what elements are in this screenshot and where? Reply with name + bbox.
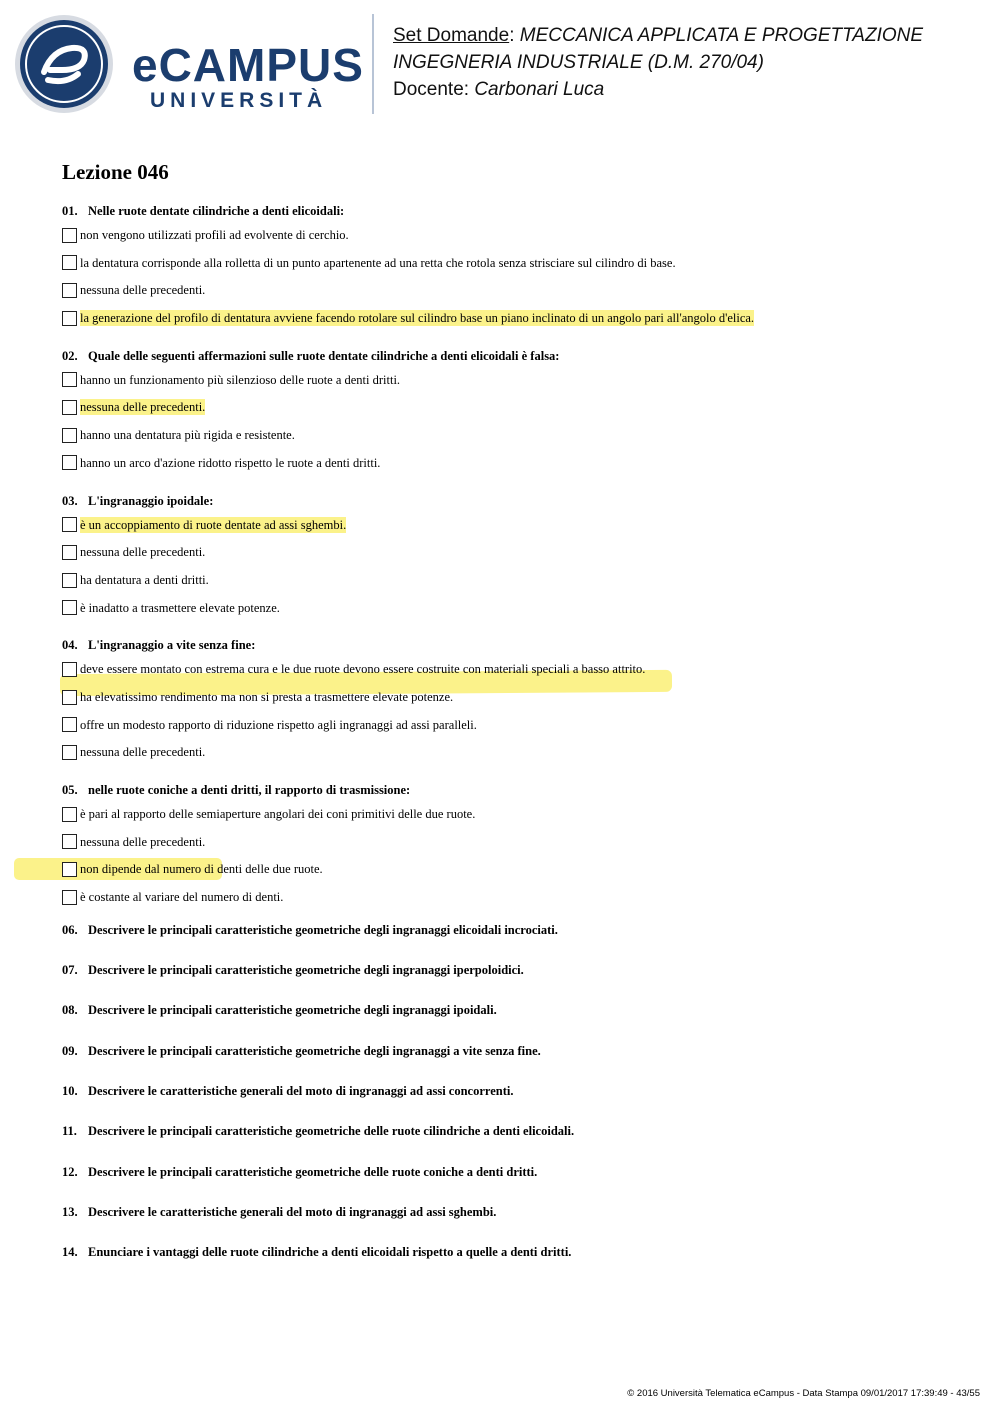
docente-value: Carbonari Luca xyxy=(474,79,605,100)
question-text: 01. Nelle ruote dentate cilindriche a denti elicoidali: xyxy=(62,204,345,218)
essay-question: 10. Descrivere le caratteristiche generali del moto di ingranaggi ad assi concorrenti. xyxy=(62,1083,514,1098)
checkbox[interactable] xyxy=(62,573,77,588)
checkbox[interactable] xyxy=(62,311,77,326)
checkbox[interactable] xyxy=(62,745,77,760)
option-text: nessuna delle precedenti. xyxy=(80,545,206,560)
answer-option[interactable] xyxy=(62,684,962,712)
essay-question: 11. Descrivere le principali caratteristiche geometriche delle ruote cilindriche a denti elicoidali. xyxy=(62,1124,575,1139)
answer-option[interactable] xyxy=(62,222,962,250)
question-text: 03. L'ingranaggio ipoidale: xyxy=(62,493,214,508)
option-text: nessuna delle precedenti. xyxy=(80,283,206,298)
checkbox[interactable] xyxy=(62,807,77,822)
option-text-highlighted: deve essere montato con estrema cura e le due ruote devono essere costruite con materiali speciali a basso attrito. xyxy=(80,662,646,677)
essay-question: 14. Enunciare i vantaggi delle ruote cilindriche a denti elicoidali rispetto a quelle a denti dritti. xyxy=(62,1245,572,1260)
checkbox[interactable] xyxy=(62,255,77,270)
question xyxy=(62,634,962,767)
essay-question: 06. Descrivere le principali caratteristiche geometriche degli ingranaggi elicoidali incrociati. xyxy=(62,922,558,937)
answer-option[interactable] xyxy=(62,829,962,857)
essay-question: 09. Descrivere le principali caratteristiche geometriche degli ingranaggi a vite senza fine. xyxy=(62,1043,541,1058)
answer-option[interactable] xyxy=(62,539,962,567)
docente-line xyxy=(393,76,923,103)
essay-question: 13. Descrivere le caratteristiche generali del moto di ingranaggi ad assi sghembi. xyxy=(62,1204,497,1219)
set-value: MECCANICA APPLICATA E PROGETTAZIONE xyxy=(519,25,924,46)
answer-option[interactable] xyxy=(62,801,962,829)
question xyxy=(62,779,962,912)
option-text: hanno una dentatura più rigida e resistente. xyxy=(80,428,295,443)
checkbox[interactable] xyxy=(62,400,77,415)
option-text: è costante al variare del numero di denti. xyxy=(80,890,284,905)
answer-option[interactable] xyxy=(62,512,962,540)
set-line: Set Domande: MECCANICA APPLICATA E PROGETTAZIONE xyxy=(393,25,924,46)
option-text: è inadatto a trasmettere elevate potenze. xyxy=(80,600,280,615)
option-text: ha dentatura a denti dritti. xyxy=(80,572,209,587)
checkbox[interactable] xyxy=(62,372,77,387)
checkbox[interactable] xyxy=(62,283,77,298)
essay-question: 08. Descrivere le principali caratteristiche geometriche degli ingranaggi ipoidali. xyxy=(62,1003,497,1018)
answer-option[interactable] xyxy=(62,394,962,422)
header-info xyxy=(393,22,923,103)
checkbox[interactable] xyxy=(62,600,77,615)
checkbox[interactable] xyxy=(62,228,77,243)
answer-option[interactable] xyxy=(62,567,962,595)
answer-option[interactable] xyxy=(62,367,962,395)
option-text: ha elevatissimo rendimento ma non si presta a trasmettere elevate potenze. xyxy=(80,689,454,704)
checkbox[interactable] xyxy=(62,717,77,732)
answer-option[interactable] xyxy=(62,250,962,278)
checkbox[interactable] xyxy=(62,862,77,877)
set-value-2: INGEGNERIA INDUSTRIALE (D.M. 270/04) xyxy=(393,52,764,73)
answer-option[interactable] xyxy=(62,856,962,884)
checkbox[interactable] xyxy=(62,662,77,677)
checkbox[interactable] xyxy=(62,428,77,443)
ecampus-logo-icon xyxy=(14,14,114,114)
question xyxy=(62,345,962,478)
option-text: non dipende dal numero di denti delle due ruote. xyxy=(80,862,323,877)
checkbox[interactable] xyxy=(62,517,77,532)
question-list xyxy=(62,200,962,1282)
checkbox[interactable] xyxy=(62,690,77,705)
option-text-highlighted: nessuna delle precedenti. xyxy=(80,400,206,415)
question-text: 02. Quale delle seguenti affermazioni sulle ruote dentate cilindriche a denti elicoidali è falsa: xyxy=(62,348,560,363)
question-text: 05. nelle ruote coniche a denti dritti, il rapporto di trasmissione: xyxy=(62,783,411,797)
answer-option[interactable] xyxy=(62,712,962,740)
docente-label: Docente: xyxy=(393,79,470,100)
answer-option[interactable] xyxy=(62,884,962,912)
essay-question: 07. Descrivere le principali caratteristiche geometriche degli ingranaggi iperpoloidici. xyxy=(62,963,524,978)
option-text: offre un modesto rapporto di riduzione rispetto agli ingranaggi ad assi paralleli. xyxy=(80,717,477,732)
answer-option[interactable] xyxy=(62,739,962,767)
logo-sub: UNIVERSITÀ xyxy=(150,89,328,112)
checkbox[interactable] xyxy=(62,545,77,560)
logo-brand: eCAMPUS xyxy=(132,39,364,91)
option-text: è pari al rapporto delle semiaperture angolari dei coni primitivi delle due ruote. xyxy=(80,807,476,821)
option-text: hanno un funzionamento più silenzioso delle ruote a denti dritti. xyxy=(80,372,401,387)
answer-option[interactable] xyxy=(62,450,962,478)
option-text: nessuna delle precedenti. xyxy=(80,745,206,760)
checkbox[interactable] xyxy=(62,455,77,470)
page-footer: © 2016 Università Telematica eCampus - Data Stampa 09/01/2017 17:39:49 - 43/55 xyxy=(627,1388,980,1399)
answer-option[interactable] xyxy=(62,277,962,305)
header-divider xyxy=(372,14,374,114)
lesson-title: Lezione 046 xyxy=(62,160,169,184)
answer-option[interactable] xyxy=(62,656,962,684)
ecampus-wordmark xyxy=(132,39,364,114)
option-text-highlighted: la generazione del profilo di dentatura avviene facendo rotolare sul cilindro base un piano inclinato di un angolo pari all'angolo d'elica. xyxy=(80,311,755,326)
answer-option[interactable] xyxy=(62,422,962,450)
option-text: la dentatura corrisponde alla rolletta di un punto apartenente ad una retta che rotola senza strisciare sul cilindro di base. xyxy=(80,255,676,270)
question xyxy=(62,490,962,623)
option-text-highlighted: è un accoppiamento di ruote dentate ad assi sghembi. xyxy=(80,517,347,532)
set-label: Set Domande xyxy=(393,25,510,46)
option-text: hanno un arco d'azione ridotto rispetto le ruote a denti dritti. xyxy=(80,455,381,470)
answer-option[interactable] xyxy=(62,595,962,623)
question xyxy=(62,200,962,333)
option-text: non vengono utilizzati profili ad evolvente di cerchio. xyxy=(80,228,349,242)
option-text-highlighted: nessuna delle precedenti. xyxy=(80,834,206,849)
essay-question: 12. Descrivere le principali caratteristiche geometriche delle ruote coniche a denti dritti. xyxy=(62,1164,538,1179)
checkbox[interactable] xyxy=(62,834,77,849)
question-text: 04. L'ingranaggio a vite senza fine: xyxy=(62,638,256,653)
answer-option[interactable] xyxy=(62,305,962,333)
checkbox[interactable] xyxy=(62,890,77,905)
